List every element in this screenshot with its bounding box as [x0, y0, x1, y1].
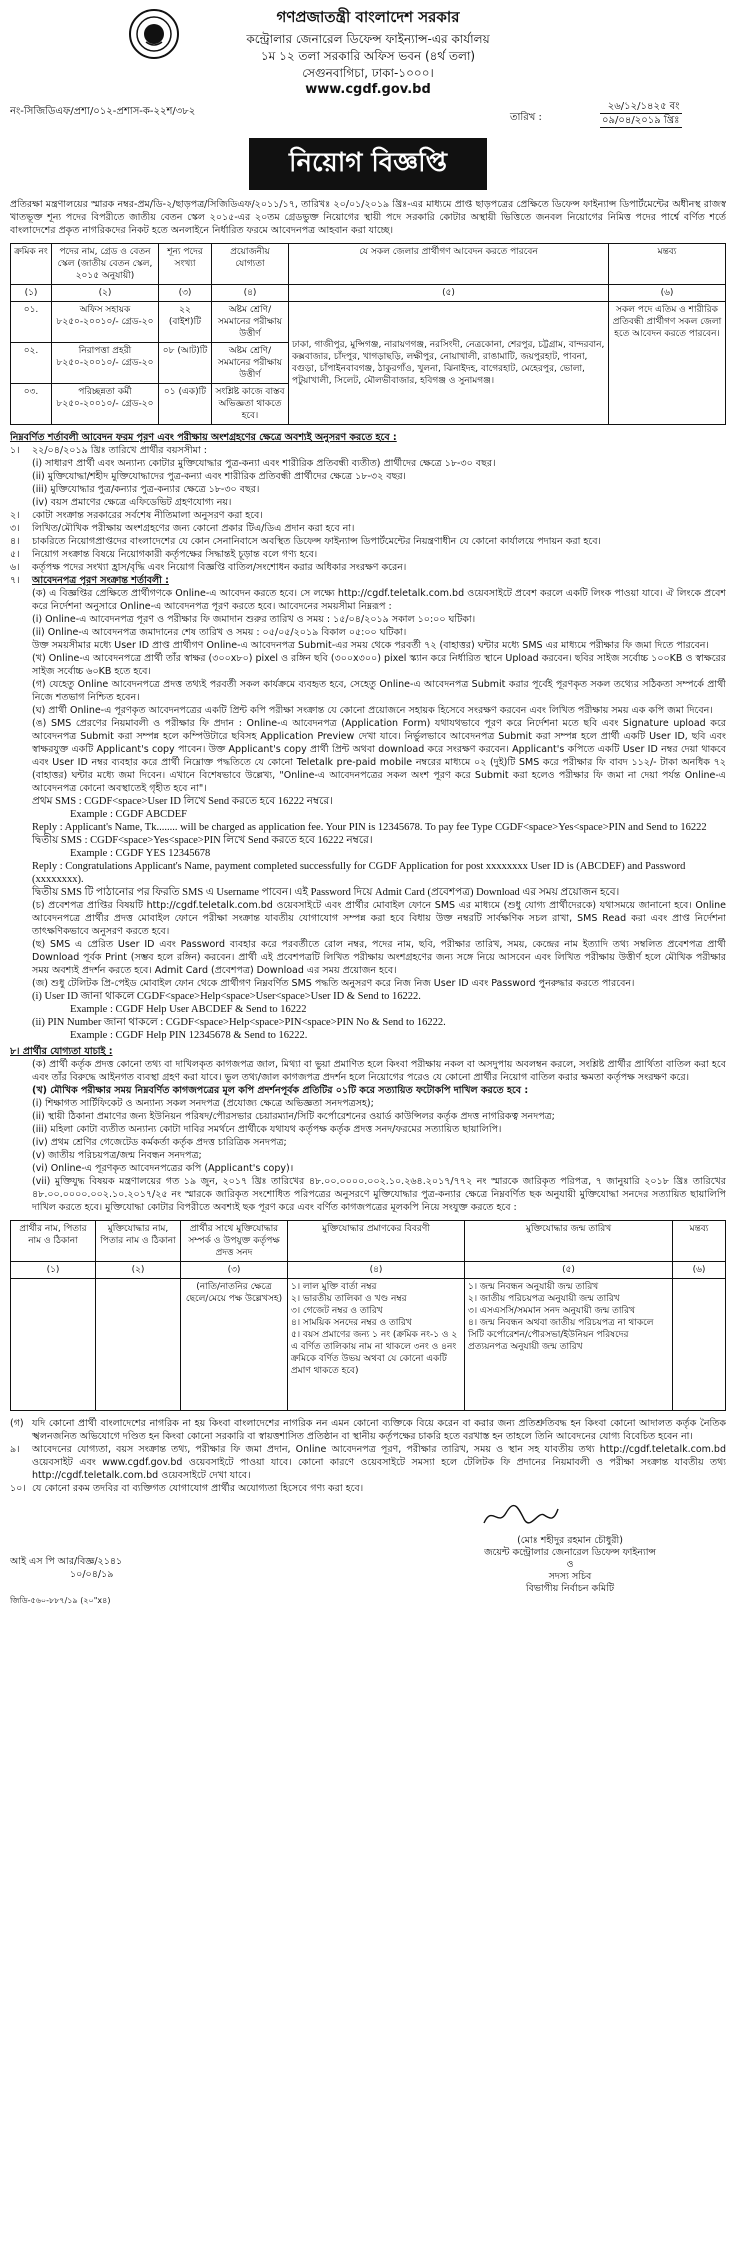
list-item: ১। জন্ম নিবন্ধন অনুযায়ী জন্ম তারিখ [468, 1282, 599, 1292]
list-item: ৪। জন্ম নিবন্ধন অথবা জাতীয় পরিচয়পত্র না থাকলে সিটি কর্পোরেশন/পৌরসভা/ইউনিয়ন পরিষদের প্রত্যয়নপত্র অনুযায়ী জন্ম তারিখ [468, 1318, 654, 1352]
num-cell: (২) [96, 1262, 181, 1279]
apply-para: (জ) শুধু টেলিটক প্রি-পেইড মোবাইল ফোন থেকে প্রার্থীগণ নিম্নবর্ণিত SMS পদ্ধতি অনুসরণ করে নিজ নিজ User ID এবং Password পুনরুদ্ধার করতে পারবেন। [32, 978, 635, 989]
intro-paragraph: প্রতিরক্ষা মন্ত্রণালয়ের স্মারক নম্বর-প্রম/ডি-২/ছাড়পত্র/সিজিডিএফ/২০১১/১৭, তারিখঃ ২০/০১/২০১৯ খ্রিঃ-এর মাধ্যমে প্রাপ্ত ছাড়পত্রের প্রেক্ষিতে ডিফেন্স ফাইন্যান্স ডিপার্টমেন্টের অধীনস্থ রাজস্ব খাতভূক্ত শূন্য পদের বিপরীতে জাতীয় বেতন স্কেল ২০১৫-এর ২০তম গ্রেডভুক্ত নিয়োগের স্থায়ী পদে সরকারি কোটার অস্থায়ী ভিত্তিতে জনবল নিয়োগের নিমিত্ত পদের পার্শ্বে বর্ণিত শর্তে বাংলাদেশের প্রকৃত নাগরিকদের নিকট হতে অনলাইনে নির্ধারিত ফরমে আবেদনপত্র আহবান করা যাচ্ছে। [10, 199, 726, 236]
list-item: ৩। গেজেট নম্বর ও তারিখ [291, 1306, 383, 1316]
recover-line: (ii) PIN Number জানা থাকলে : CGDF<space>Help<space>PIN<space>PIN No & Send to 16222. [32, 1017, 446, 1028]
date-bangla: ২৬/১২/১৪২৫ বং [600, 100, 682, 114]
qualification-cell: সংশ্লিষ্ট কাজে বাস্তব অভিজ্ঞতা থাকতে হবে। [212, 384, 289, 425]
final-text: যদি কোনো প্রার্থী বাংলাদেশের নাগরিক না হয় কিংবা বাংলাদেশের নাগরিক নন এমন কোনো ব্যক্তিকে বিয়ে করেন বা করার জন্য প্রতিশ্রুতিবদ্ধ হন কিংবা কোনো আদালত কর্তৃক নৈতিক স্খলনজনিত অভিযোগে দণ্ডিত হন কিংবা কোনো সরকারি বা স্বায়ত্তশাসিত প্রতিষ্ঠান বা স্থানীয় কর্তৃপক্ষের চাকরি হতে বরখাস্ত হন তাহলে তিনি আবেদনের যোগ্য বিবেচিত হবেন না। [32, 1418, 726, 1442]
office-building: ১ম ১২ তলা সরকারি অফিস ভবন (৪র্থ তলা) [260, 49, 476, 63]
signatory-committee: বিভাগীয় নির্বাচন কমিটি [525, 1583, 615, 1594]
condition-line [10, 535, 726, 548]
eligibility-para: (iv) প্রথম শ্রেণির গেজেটেড কর্মকর্তা কর্তৃক প্রদত্ত চারিত্রিক সনদপত্র; [32, 1137, 287, 1148]
ff-birth-cell [465, 1279, 673, 1411]
districts-cell: ঢাকা, গাজীপুর, মুন্সিগঞ্জ, নারায়ণগঞ্জ, নরসিংদী, নেত্রকোনা, শেরপুর, চট্টগ্রাম, বান্দরবান, কক্সবাজার, চাঁদপুর, খাগড়াছড়ি, লক্ষীপুর, নোয়াখালী, রাঙামাটি, জয়পুরহাট, পাবনা, বগুড়া, চাঁপাইনবাবগঞ্জ, ঠাকুরগাঁও, খুলনা, ঝিনাইদহ, বাগেরহাট, মেহেরপুর, ভোলা, পটুয়াখালী, সিলেট, মৌলভীবাজার, হবিগঞ্জ ও সুনামগঞ্জ। [289, 302, 609, 425]
eligibility-para: (ii) স্থায়ী ঠিকানা প্রমাণের জন্য ইউনিয়ন পরিষদ/পৌরসভার চেয়ারম্যান/সিটি কর্পোরেশনের ওয়ার্ড কাউন্সিলর কর্তৃক প্রদত্ত নাগরিকত্ব সনদপত্র; [32, 1111, 555, 1122]
condition-text: ২২/০৪/২০১৯ খ্রিঃ তারিখে প্রার্থীর বয়সসীমা : [32, 445, 207, 456]
apply-para: (গ) যেহেতু Online আবেদনপত্রে প্রদত্ত তথ্যই পরবর্তী সকল কার্যক্রমে ব্যবহৃত হবে, সেহেতু Online-এ আবেদনপত্র Submit করার পূর্বেই পূরণকৃত সকল তথ্যের সঠিকতা সম্পর্কে প্রার্থী নিজে শতভাগ নিশ্চিত হবেন। [32, 679, 726, 703]
final-line [10, 1443, 726, 1482]
conditions-section [10, 431, 726, 1214]
list-item: ২। জাতীয় পরিচয়পত্র অনুযায়ী জন্ম তারিখ [468, 1294, 620, 1304]
num-cell: (৫) [289, 285, 609, 302]
num-cell: (৪) [212, 285, 289, 302]
qualification-cell: অষ্টম শ্রেণি/ সমমানের পরীক্ষায় উত্তীর্ণ [212, 302, 289, 343]
apply-para: (i) Online-এ আবেদনপত্র পূরণ ও পরীক্ষার ফি জমাদান শুরুর তারিখ ও সময় : ১৫/০৪/২০১৯ সকাল ১০:০০ ঘটিকা। [32, 614, 476, 625]
conditions-heading: নিম্নবর্ণিত শর্তাবলী আবেদন ফরম পূরণ এবং পরীক্ষায় অংশগ্রহণের ক্ষেত্রে অবশ্যই অনুসরণ করতে হবে : [10, 432, 397, 443]
condition-sub: (ii) মুক্তিযোদ্ধা/শহীদ মুক্তিযোদ্ধাদের পুত্র-কন্যা এবং শারীরিক প্রতিবন্ধী প্রার্থীদের ক্ষেত্রে ১৮-৩২ বছর। [32, 471, 406, 482]
apply-para: (ঘ) প্রার্থী Online-এ পূরণকৃত আবেদনপত্রের একটি প্রিন্ট কপি পরীক্ষা সংক্রান্ত যে কোনো প্রয়োজনে সহায়ক হিসেবে সংরক্ষণ করবেন এবং লিখিত পরীক্ষায় সময় এক কপি জমা দিবেন। [32, 705, 713, 716]
recover-example: Example : CGDF Help User ABCDEF & Send to 16222 [70, 1004, 307, 1015]
ff-header-row [11, 1221, 726, 1262]
list-item: ৩। এসএসসি/সমমান সনদ অনুযায়ী জন্ম তারিখ [468, 1306, 635, 1316]
eligibility-para: (vi) Online-এ পূরণকৃত আবেদনপত্রের কপি (Applicant's copy)। [32, 1163, 294, 1174]
sms-line: Reply : Congratulations Applicant's Name, payment completed successfully for CGDF Application for post xxxxxxxx User ID is (ABCDEF) and Password (xxxxxxxx). [32, 861, 686, 885]
final-text: যে কোনো রকম তদবির বা ব্যক্তিগত যোগাযোগ প্রার্থীর অযোগ্যতা হিসেবে গণ্য করা হবে। [32, 1483, 364, 1494]
signatory [430, 1535, 710, 1595]
num-cell: (৩) [159, 285, 212, 302]
condition-text: নিয়োগ সংক্রান্ত বিষয়ে নিয়োগকারী কর্তৃপক্ষের সিদ্ধান্তই চূড়ান্ত বলে গণ্য হবে। [32, 549, 318, 560]
num-cell: (৩) [181, 1262, 288, 1279]
col-post: পদের নাম, গ্রেড ও বেতন স্কেল (জাতীয় বেতন স্কেল, ২০১৫ অনুযায়ী) [52, 244, 159, 285]
signatory-role: সদস্য সচিব [548, 1571, 592, 1582]
condition-line [10, 574, 726, 587]
count-cell: ২২ (বাইশ)টি [159, 302, 212, 343]
post-cell: পরিচ্ছন্নতা কর্মী ৮২৫০-২০০১০/- গ্রেড-২০ [52, 384, 159, 425]
ff-relation-cell: (নাতি/নাতনির ক্ষেত্রে ছেলে/মেয়ে পক্ষ উল্লেখসহ) [181, 1279, 288, 1411]
condition-number: ১। [10, 445, 20, 456]
condition-text: লিখিত/মৌখিক পরীক্ষায় অংশগ্রহণের জন্য কোনো প্রকার টিএ/ডিএ প্রদান করা হবে না। [32, 523, 355, 534]
eligibility-heading: ৮। প্রার্থীর যোগ্যতা যাচাই : [10, 1046, 113, 1057]
condition-text: আবেদনপত্র পূরণ সংক্রান্ত শর্তাবলী : [32, 575, 169, 586]
condition-line [10, 522, 726, 535]
qualification-cell: অষ্টম শ্রেণি/ সমমানের পরীক্ষায় উত্তীর্ণ [212, 343, 289, 384]
condition-line [10, 548, 726, 561]
apply-para: (খ) Online-এ আবেদনপত্রে প্রার্থী তাঁর স্বাক্ষর (৩০০x৮০) pixel ও রঙ্গিন ছবি (৩০০x৩০০) pixel স্ক্যান করে নির্ধারিত স্থানে Upload করবেন। ছবির সাইজ সর্বোচ্চ ১০০KB ও স্বাক্ষরের সাইজ সর্বোচ্চ ৬০KB হতে হবে। [32, 653, 726, 677]
date-block [600, 100, 682, 128]
recover-example: Example : CGDF Help PIN 12345678 & Send to 16222. [70, 1030, 308, 1041]
sms-line: দ্বিতীয় SMS : CGDF<space>Yes<space>PIN লিখে Send করতে হবে 16222 নম্বরে। [32, 835, 373, 846]
date-english: ০৯/০৪/২০১৯ খ্রিঃ [602, 115, 680, 126]
eligibility-para: (v) জাতীয় পরিচয়পত্র/জন্ম নিবন্ধন সনদপত্র; [32, 1150, 202, 1161]
eligibility-para: (i) শিক্ষাগত সার্টিফিকেট ও অন্যান্য সকল সনদপত্র (প্রযোজ্য ক্ষেত্রে অভিজ্ঞতা সনদপত্রসহ); [32, 1098, 374, 1109]
final-text: আবেদনের যোগ্যতা, বয়স সংক্রান্ত তথ্য, পরীক্ষার ফি জমা প্রদান, Online আবেদনপত্র পূরণ, পরীক্ষার তারিখ, সময় ও স্থান সহ যাবতীয় তথ্য http://cgdf.teletalk.com.bd ওয়েবসাইট এবং www.cgdf.gov.bd ওয়েবসাইটে পাওয়া যাবে। কোনো কারণে ওয়েবসাইটে সমস্যা হলে টেলিটক ফি প্রদানের নিয়মাবলী ও পরীক্ষা সংক্রান্ত যাবতীয় তথ্য http://cgdf.teletalk.com.bd ওয়েবসাইটে দেখা যাবে। [32, 1444, 726, 1481]
vacancy-number-row [11, 285, 726, 302]
sms-example: Example : CGDF ABCDEF [70, 809, 187, 820]
vacancy-table [10, 243, 726, 425]
vacancy-header-row [11, 244, 726, 285]
serial-cell: ০২. [11, 343, 52, 384]
recover-line: (i) User ID জানা থাকলে CGDF<space>Help<space>User<space>User ID & Send to 16222. [32, 991, 421, 1002]
condition-number: ৩। [10, 523, 20, 534]
num-cell: (২) [52, 285, 159, 302]
sms-example: Example : CGDF YES 12345678 [70, 848, 211, 859]
letterhead [10, 0, 726, 100]
condition-text: চাকরিতে নিয়োগপ্রাপ্তদের বাংলাদেশের যে কোন সেনানিবাসে অবস্থিত ডিফেন্স ফাইন্যান্স ডিপার্টমেন্টের নিয়ন্ত্রণাধীন যে কোনো কার্যালয়ে পদায়ন করা হবে। [32, 536, 601, 547]
ff-col-fighter: মুক্তিযোদ্ধার নাম, পিতার নাম ও ঠিকানা [96, 1221, 181, 1262]
govt-name: গণপ্রজাতন্ত্রী বাংলাদেশ সরকার [276, 8, 460, 26]
condition-sub: (iv) বয়স প্রমাণের ক্ষেত্রে এফিডেভিট গ্রহণযোগ্য নয়। [32, 497, 232, 508]
list-item: ৫। বয়স প্রমাণের জন্য ১ নং (ক্রমিক নং-১ ও ২ এ বর্ণিত তালিকায় নাম না থাকলে ৩নং ও ৪নং ক্রমিকে বর্ণিত উভয় অথবা যে কোনো একটি প্রমাণ থাকতে হবে) [291, 1330, 458, 1376]
signatory-designation: জয়েন্ট কন্ট্রোলার জেনারেল ডিফেন্স ফাইন্যান্স [484, 1547, 656, 1558]
condition-number: ৪। [10, 536, 20, 547]
final-number: (গ) [10, 1418, 24, 1429]
condition-number: ৫। [10, 549, 20, 560]
num-cell: (৪) [288, 1262, 465, 1279]
eligibility-para: (iii) মহিলা কোটা ব্যতীত অন্যান্য কোটা দাবির সমর্থনে প্রার্থীকে যথাযথ কর্তৃপক্ষ কর্তৃক প্রদত্ত সনদ/ফরমের সত্যায়িত ছায়ালিপি। [32, 1124, 502, 1135]
apply-para: উক্ত সময়সীমার মধ্যে User ID প্রাপ্ত প্রার্থীগণ Online-এ আবেদনপত্র Submit-এর সময় থেকে পরবর্তী ৭২ (বাহাত্তর) ঘন্টার মধ্যে SMS এর মাধ্যমে পরীক্ষার ফি জমা দিতে পারবেন। [32, 640, 709, 651]
col-districts: যে সকল জেলার প্রার্থীগণ আবেদন করতে পারবেন [289, 244, 609, 285]
eligibility-para: (vii) মুক্তিযুদ্ধ বিষয়ক মন্ত্রণালয়ের গত ১৯ জুন, ২০১৭ খ্রিঃ তারিখের ৪৮.০০.০০০০.০০২.১০.২৬৪.২০১৭/৭৭২ নং স্মারকে জারিকৃত পরিপত্র, ৭ জানুয়ারি ২০১৮ খ্রিঃ তারিখের ৪৮.০০.০০০০.০০২.১০.২০১৭/২৫ নং স্মারকে জারিকৃত সংশোধিত পরিপত্রের অনুসরণে মুক্তিযোদ্ধার পুত্র-কন্যার ক্ষেত্রে নিম্নবর্ণিত ছক অনুযায়ী মুক্তিযোদ্ধা সনদের সত্যায়িত ছায়ালিপি দাখিল করতে হবে। মুক্তিযোদ্ধা কোটার বিপরীতে অবশ্যই ছক পূরণ করে এবং বর্ণিত কাগজপত্রের মূলকপি নিয়ে সংযুক্ত করতে হবে : [32, 1176, 726, 1213]
ispr-date: ১০/০৪/১৯ [70, 1569, 114, 1580]
office-name: কন্ট্রোলার জেনারেল ডিফেন্স ফাইন্যান্স-এর কার্যালয় [246, 32, 490, 46]
col-serial: ক্রমিক নং [11, 244, 52, 285]
office-address: সেগুনবাগিচা, ঢাকা-১০০০। [302, 66, 434, 80]
ff-col-proof: মুক্তিযোদ্ধার প্রমাণকের বিবরণী [288, 1221, 465, 1262]
sms-line: Reply : Applicant's Name, Tk........ will be charged as application fee. Your PIN is 12345678. To pay fee Type CGDF<space>Yes<space>PIN and Send to 16222 [32, 822, 707, 833]
ff-empty-cell [673, 1279, 726, 1411]
post-cell: অফিস সহায়ক ৮২৫০-২০০১০/- গ্রেড-২০ [52, 302, 159, 343]
signatory-name: (মোঃ শহীদুর রহমান চৌধুরী) [517, 1535, 623, 1546]
ff-col-candidate: প্রার্থীর নাম, পিতার নাম ও ঠিকানা [11, 1221, 96, 1262]
num-cell: (৬) [609, 285, 726, 302]
num-cell: (১) [11, 1262, 96, 1279]
reference-row [10, 100, 726, 134]
office-website: www.cgdf.gov.bd [305, 82, 431, 97]
eligibility-para: (খ) মৌখিক পরীক্ষার সময় নিম্নবর্ণিত কাগজপত্রের মূল কপি প্রদর্শনপূর্বক প্রতিটির ০১টি করে সত্যায়িত ফটোকপি দাখিল করতে হবে : [32, 1085, 529, 1096]
list-item: ৪। সাময়িক সনদের নম্বর ও তারিখ [291, 1318, 412, 1328]
num-cell: (১) [11, 285, 52, 302]
condition-sub: (i) সাধারণ প্রার্থী এবং অন্যান্য কোটার মুক্তিযোদ্ধার পুত্র-কন্যা এবং শারীরিক প্রতিবন্ধী ব্যতীত) প্রার্থীদের ক্ষেত্রে ১৮-৩০ বছর। [32, 458, 496, 469]
sms-line: প্রথম SMS : CGDF<space>User ID লিখে Send করতে হবে 16222 নম্বরে। [32, 796, 333, 807]
condition-line [10, 561, 726, 574]
condition-line [10, 509, 726, 522]
apply-para: (ক) এ বিজ্ঞপ্তির প্রেক্ষিতে প্রার্থীগণকে Online-এ আবেদন করতে হবে। সে লক্ষ্যে http://cgdf.teletalk.com.bd ওয়েবসাইটে প্রবেশ করলে একটি লিংক পাওয়া যাবে। ঐ লিংকে প্রবেশ করে নির্দেশনা অনুসারে Online-এ আবেদনপত্র পূরণ করতে হবে। আবেদনের সময়সীমা নিম্নরূপ : [32, 588, 726, 612]
list-item: ২। ভারতীয় তালিকা ও খণ্ড নম্বর [291, 1294, 407, 1304]
ff-col-remarks: মন্তব্য [673, 1221, 726, 1262]
apply-para: (ঙ) SMS প্রেরণের নিয়মাবলী ও পরীক্ষার ফি প্রদান : Online-এ আবেদনপত্র (Application Form) যথাযথভাবে পূরণ করে নির্দেশনা মতে ছবি এবং Signature upload করে আবেদনপত্র Submit করা সম্পন্ন হলে কম্পিউটারে ছবিসহ Application Preview দেখা যাবে। নির্ভুলভাবে আবেদনপত্র Submit করা সম্পন্ন হলে প্রার্থী একটি User ID, ছবি এবং স্বাক্ষরযুক্ত একটি Applicant's copy পাবেন। উক্ত Applicant's copy প্রার্থী প্রিন্ট অথবা download করে সংরক্ষণ করবেন। Applicant's কপিতে একটি User ID নম্বর দেয়া থাকবে এবং User ID নম্বর ব্যবহার করে প্রার্থী নিম্নোক্ত পদ্ধতিতে যে কোনো Teletalk pre-paid mobile নম্বরের মাধ্যমে ০২ (দুই)টি SMS করে পরীক্ষার ফি বাবদ ১১২/- টাকা অনধিক ৭২ (বাহাত্তর) ঘন্টার মধ্যে জমা দিবেন। এখানে বিশেষভাবে উল্লেখ্য, "Online-এ আবেদনপত্রের সকল অংশ পূরণ করে Submit করা হলেও পরীক্ষার ফি জমা না দেয়া পর্যন্ত Online-এ আবেদনপত্র কোনো অবস্থাতেই গৃহীত হবে না"। [32, 718, 726, 794]
apply-para: (ছ) SMS এ প্রেরিত User ID এবং Password ব্যবহার করে পরবর্তীতে রোল নম্বর, পদের নাম, ছবি, পরীক্ষার তারিখ, সময়, কেন্দ্রের নাম ইত্যাদি তথ্য সম্বলিত প্রবেশপত্র প্রার্থী Download পূর্বক Print (সম্ভব হলে রঙ্গিন) করবেন। প্রার্থী এই প্রবেশপত্রটি লিখিত পরীক্ষায় অংশগ্রহণের জন্য সঙ্গে নিয়ে আসবেন এবং লিখিত পরীক্ষায় উত্তীর্ণ হলে মৌখিক পরীক্ষার সময় অবশ্যই প্রদর্শন করতে হবে। Admit Card (প্রবেশপত্র) Download এর সময় প্রয়োজন হবে। [32, 939, 726, 976]
memo-number: নং-সিজিডিএফ/প্রশা/০১২-প্রশাস-ক-২২শ/৩৮২ [10, 106, 196, 117]
condition-line [10, 444, 726, 457]
notice-page [10, 0, 726, 2252]
ispr-number: আই এস পি আর/বিজ্ঞ/২১৪১ [10, 1556, 123, 1567]
ff-empty-cell [96, 1279, 181, 1411]
date-label: তারিখ : [510, 112, 542, 123]
count-cell: ০৮ (আট)টি [159, 343, 212, 384]
num-cell: (৬) [673, 1262, 726, 1279]
remarks-cell: সকল পদে এতিম ও শারীরিক প্রতিবন্ধী প্রার্থীগণ সকল জেলা হতে আবেদন করতে পারবেন। [609, 302, 726, 425]
condition-sub: (iii) মুক্তিযোদ্ধার পুত্র/কন্যার পুত্র-কন্যার ক্ষেত্রে ১৮-৩০ বছর। [32, 484, 260, 495]
num-cell: (৫) [465, 1262, 673, 1279]
condition-number: ৭। [10, 575, 20, 586]
condition-number: ৬। [10, 562, 20, 573]
table-row [11, 302, 726, 343]
signature-block [10, 1495, 726, 1605]
notice-title: নিয়োগ বিজ্ঞপ্তি [249, 138, 487, 190]
final-number: ১০। [10, 1483, 26, 1494]
ff-number-row [11, 1262, 726, 1279]
serial-cell: ০১. [11, 302, 52, 343]
government-seal-icon [128, 8, 180, 60]
col-remarks: মন্তব্য [609, 244, 726, 285]
col-qualification: প্রয়োজনীয় যোগ্যতা [212, 244, 289, 285]
final-section [10, 1417, 726, 1495]
ispr-memo [10, 1555, 122, 1581]
print-code: জিডি-৫৬০-৮৮৭/১৯ (২০"x৪) [10, 1596, 111, 1605]
sms-line: দ্বিতীয় SMS টি পাঠানোর পর ফিরতি SMS এ Username পাবেন। এই Password দিয়ে Admit Card (প্রবেশপত্র) Download এর সময় প্রয়োজন হবে। [32, 887, 620, 898]
ff-col-relation: প্রার্থীর সাথে মুক্তিযোদ্ধার সম্পর্ক ও উপযুক্ত কর্তৃপক্ষ প্রদত্ত সনদ [181, 1221, 288, 1262]
col-count: শূন্য পদের সংখ্যা [159, 244, 212, 285]
signature-icon [480, 1501, 560, 1531]
serial-cell: ০৩. [11, 384, 52, 425]
table-row [11, 1279, 726, 1411]
eligibility-para: (ক) প্রার্থী কর্তৃক প্রদত্ত কোনো তথ্য বা দাখিলকৃত কাগজপত্র জাল, মিথ্যা বা ভুয়া প্রমাণিত হলে কিংবা পরীক্ষায় নকল বা অসদুপায় অবলম্বন করলে, সংশ্লিষ্ট প্রার্থীর প্রার্থিতা বাতিল করা হবে এবং তাঁর বিরুদ্ধে আইনগত ব্যবস্থা গ্রহণ করা যাবে। ভুল তথ্য/জাল কাগজপত্র প্রদর্শন হলে নিয়োগের পরেও যে কোনো প্রার্থীর নিয়োগ বাতিল করার ক্ষমতা কর্তৃপক্ষ সংরক্ষণ করে। [32, 1059, 726, 1083]
final-number: ৯। [10, 1444, 20, 1455]
condition-text: কোটা সংক্রান্ত সরকারের সর্বশেষ নীতিমালা অনুসরণ করা হবে। [32, 510, 263, 521]
signatory-and: ও [566, 1559, 574, 1570]
condition-text: কর্তৃপক্ষ পদের সংখ্যা হ্রাস/বৃদ্ধি এবং নিয়োগ বিজ্ঞপ্তি বাতিল/সংশোধন করার অধিকার সংরক্ষণ করেন। [32, 562, 407, 573]
final-line [10, 1417, 726, 1443]
apply-para: (ii) Online-এ আবেদনপত্র জমাদানের শেষ তারিখ ও সময় : ০৫/০৫/২০১৯ বিকাল ০৫:০০ ঘটিকা। [32, 627, 407, 638]
freedom-fighter-table [10, 1220, 726, 1411]
final-line [10, 1482, 726, 1495]
list-item: ১। লাল মুক্তি বার্তা নম্বর [291, 1282, 377, 1292]
ff-proof-cell [288, 1279, 465, 1411]
condition-number: ২। [10, 510, 20, 521]
post-cell: নিরাপত্তা প্রহরী ৮২৫০-২০০১০/- গ্রেড-২০ [52, 343, 159, 384]
ff-col-birth: মুক্তিযোদ্ধার জন্ম তারিখ [465, 1221, 673, 1262]
count-cell: ০১ (এক)টি [159, 384, 212, 425]
ff-empty-cell [11, 1279, 96, 1411]
apply-para: (চ) প্রবেশপত্র প্রাপ্তির বিষয়টি http://cgdf.teletalk.com.bd ওয়েবসাইটে এবং প্রার্থীর মোবাইল ফোনে SMS এর মাধ্যমে (শুধু যোগ্য প্রার্থীদেরকে) যথাসময়ে জানানো হবে। Online আবেদনপত্রে প্রার্থীর প্রদত্ত মোবাইল ফোনে পরীক্ষা সংক্রান্ত যাবতীয় যোগাযোগ সম্পন্ন করা হবে বিধায় উক্ত নম্বরটি সার্বক্ষণিক সচল রাখা, SMS Read করা এবং প্রাপ্ত নির্দেশনা তাৎক্ষণিকভাবে অনুসরণ করতে হবে। [32, 900, 726, 937]
